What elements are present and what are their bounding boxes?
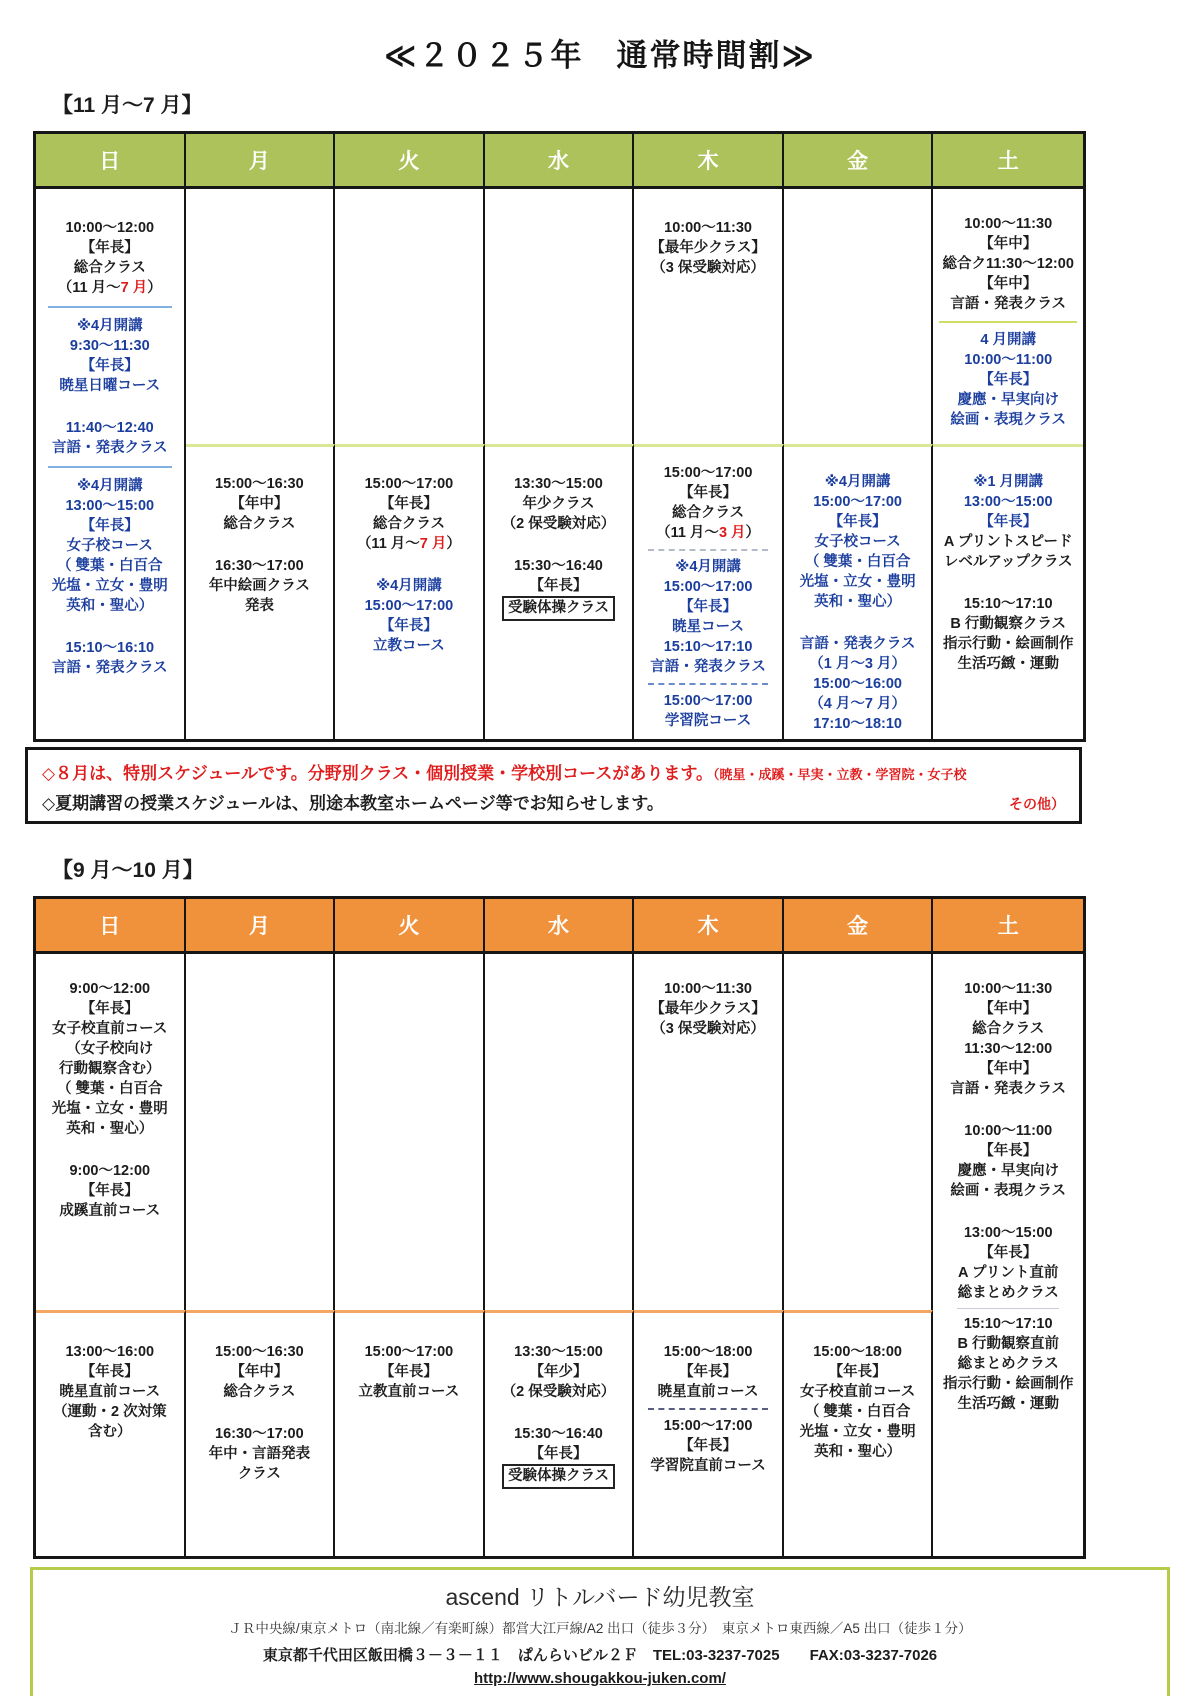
schedule-line: 【年長】 [979,1142,1038,1159]
schedule-line: 絵画・表現クラス [950,411,1066,428]
spacer [634,970,782,979]
schedule-line: 10:00～11:30 [664,220,752,237]
schedule-line: 暁星コース [672,619,744,635]
spacer [933,970,1083,979]
spacer [36,616,184,638]
schedule-line: 15:00～17:00 [364,476,454,492]
schedule-line: 生活巧緻・運動 [957,1395,1059,1412]
schedule-line: 指示行動・絵画制作 [942,635,1074,652]
schedule-line: 【年長】 [679,599,738,615]
schedule-line: 総合クラス [372,516,445,532]
spacer [335,1329,483,1342]
schedule-line: 光塩・立女・豊明 [51,1100,168,1117]
schedule-line: 9:00～12:00 [69,1162,151,1179]
schedule-line: A プリント直前 [958,1264,1059,1281]
schedule-line: （2 保受験対応） [501,1384,616,1401]
schedule-line: 11:40～12:40 [65,420,154,437]
schedule-line: 10:00～11:30 [964,980,1053,997]
schedule-line: 9:00～12:00 [69,980,151,997]
schedule-line: 女子校直前コース [52,1020,168,1037]
spacer [634,1329,782,1342]
footer-box [30,1567,1170,1696]
schedule-cell-tue-bottom [335,444,485,739]
schedule-cell-mon-top [186,954,336,1310]
website-url: http://www.shougakkou-juken.com/ [474,1670,726,1687]
schedule-line: 10:00～11:00 [964,351,1053,368]
notice-line2 [42,789,1065,814]
schedule-line: 13:00～15:00 [963,493,1053,510]
notice-line2-right: その他） [1009,796,1065,812]
schedule-line: （ 雙葉・白百合 [57,558,163,575]
day-header-fri: 金 [784,899,934,954]
spacer [186,1329,334,1342]
schedule-line: ※4月開講 [824,473,891,490]
schedule-line: B 行動観察直前 [957,1335,1059,1352]
schedule-line: 15:00～16:30 [215,476,304,492]
spacer [186,1402,334,1424]
schedule-line: 英和・聖心） [66,1120,154,1137]
schedule-line: 【年長】 [979,513,1038,530]
schedule-line: 【年少】 [529,1364,588,1381]
spacer [933,572,1083,594]
divider-line [648,549,768,551]
day-header-sun: 日 [36,134,186,189]
notice-line1-sub: （暁星・成蹊・早実・立教・学習院・女子校 [712,767,967,782]
schedule-line: レベルアップクラス [943,553,1073,570]
schedule-line: （11 月～7 月） [356,536,461,552]
schedule-line: 指示行動・絵画制作 [942,1375,1074,1392]
schedule-line: 総まとめクラス [957,1355,1059,1372]
day-header-tue: 火 [335,134,485,189]
spacer [634,205,782,218]
schedule-line: ※4月開講 [76,478,143,495]
schedule-cell-tue-top [335,189,485,444]
schedule-line: 【年中】 [979,1060,1038,1077]
spacer [36,1139,184,1161]
notice-box [25,747,1082,824]
schedule-line: 15:00～17:00 [663,579,753,595]
schedule-cell-sun-full [36,189,186,739]
schedule-line: 【年長】 [80,1364,139,1381]
divider-line [648,683,768,685]
schedule-cell-fri-top [784,189,934,444]
schedule-line: 13:00～16:00 [65,1344,155,1361]
spacer [36,970,184,979]
schedule-line: （3 保受験対応） [651,1020,765,1037]
schedule-line: 13:30～15:00 [514,476,603,492]
schedule-cell-thu-top [634,954,784,1310]
notice-line2-text: ◇夏期講習の授業スケジュールは、別途本教室ホームページ等でお知らせします。 [42,794,664,813]
spacer [485,534,633,556]
schedule-line: 慶應・早実向け [957,391,1059,408]
schedule-cell-sun-bottom [36,1310,186,1556]
schedule-line: 学習院コース [664,713,752,729]
schedule-line: 言語・発表クラス [51,440,168,457]
section2-label: 【9 月～10 月】 [52,859,204,882]
schedule-line: 【年長】 [679,1438,738,1455]
schedule-line: 【年長】 [679,485,738,501]
schedule-line: 15:00～17:00 [663,1418,753,1435]
schedule-line: （運動・2 次対策 [52,1404,167,1421]
schedule-cell-sat-full [933,954,1083,1556]
schedule-line: 【年長】 [529,578,588,594]
schedule-line: 【年長】 [80,1000,139,1017]
schedule-line: ※4月開講 [376,578,442,594]
schedule-line: 暁星直前コース [657,1384,759,1401]
schedule-line: 15:00～17:00 [364,598,454,614]
section1-label: 【11 月～7 月】 [52,94,203,117]
schedule-line: 成蹊直前コース [59,1202,161,1219]
boxed-class-label: 受験体操クラス [485,596,633,621]
schedule-line: 総合ク11:30～12:00 [942,255,1074,272]
boxed-class-label: 受験体操クラス [485,1464,633,1489]
schedule-line: 言語・発表クラス [650,659,766,675]
schedule-line: 言語・発表クラス [51,660,168,677]
schedule-cell-thu-bottom [634,444,784,739]
day-header-sat: 土 [933,134,1083,189]
schedule-line: 【最年少クラス】 [650,240,766,257]
schedule-line: （1 月～3 月） [809,655,906,672]
schedule-line: 【年長】 [979,371,1038,388]
schedule-line: 生活巧緻・運動 [957,655,1059,672]
divider-line [648,1408,768,1410]
spacer [933,463,1083,472]
schedule-line: 暁星直前コース [59,1384,161,1401]
schedule-cell-mon-top [186,189,336,444]
schedule-line: 総まとめクラス [957,1284,1059,1301]
schedule-line: B 行動観察クラス [950,615,1066,632]
schedule-line: 13:00～15:00 [65,498,155,515]
schedule-cell-wed-bottom [485,444,635,739]
schedule-line: （女子校向け [66,1040,154,1057]
schedule-line: 4 月開講 [980,331,1036,348]
day-header-thu: 木 [634,134,784,189]
schedule-line: 総合クラス [223,1384,296,1401]
schedule-cell-wed-top [485,954,635,1310]
spacer [186,463,334,474]
schedule-line: （ 雙葉・白百合 [804,1404,911,1421]
schedule-cell-thu-bottom [634,1310,784,1556]
schedule-line: （4 月～7 月） [809,695,906,712]
schedule-line: （11 月～3 月） [656,525,761,541]
schedule-line: 15:30～16:40 [514,1426,603,1443]
spacer [784,1329,932,1342]
schedule-line: 15:10～17:10 [663,639,753,655]
spacer [36,396,184,418]
day-header-mon: 月 [186,134,336,189]
schedule-cell-tue-top [335,954,485,1310]
schedule-line: 10:00～11:00 [964,1122,1053,1139]
schedule-line: 10:00～12:00 [65,220,155,237]
schedule-line: （11 月～7 月） [57,280,162,297]
schedule-cell-fri-bottom [784,444,934,739]
schedule-cell-wed-bottom [485,1310,635,1556]
spacer [933,205,1083,214]
schedule-line: 【年中】 [979,235,1038,252]
schedule-line: 慶應・早実向け [957,1162,1059,1179]
schedule-line: （3 保受験対応） [651,260,765,277]
schedule-line: 言語・発表クラス [799,635,916,652]
schedule-line: 年中絵画クラス [208,578,310,594]
schedule-line: 【年中】 [230,496,289,512]
spacer [36,1329,184,1342]
schedule-line: 【年長】 [529,1446,588,1463]
schedule-line: 立教コース [373,638,445,654]
schedule-line: 光塩・立女・豊明 [51,578,168,595]
schedule-line: 発表 [244,598,274,614]
schedule-cell-sun-top [36,954,186,1310]
schedule-line: 9:30～11:30 [69,338,150,355]
school-name: ascend リトルバード幼児教室 [445,1584,755,1610]
day-header-wed: 水 [485,899,635,954]
schedule-line: 15:00～17:00 [663,693,753,709]
schedule-line: 【最年少クラス】 [650,1000,766,1017]
schedule-cell-tue-bottom [335,1310,485,1556]
schedule-line: 学習院直前コース [650,1458,766,1475]
schedule-line: （ 雙葉・白百合 [57,1080,163,1097]
schedule-line: 15:00～17:00 [364,1344,454,1361]
day-header-tue: 火 [335,899,485,954]
notice-line1 [42,759,1065,784]
schedule-cell-sat-bottom [933,444,1083,739]
day-header-thu: 木 [634,899,784,954]
schedule-line: クラス [237,1466,281,1483]
schedule-cell-sat-top [933,189,1083,444]
schedule-line: 【年長】 [80,1182,139,1199]
schedule-line: 光塩・立女・豊明 [799,573,916,590]
schedule-line: 15:10～16:10 [65,640,155,657]
schedule-line: 【年長】 [80,358,139,375]
schedule-line: 立教直前コース [358,1384,460,1401]
schedule-line: 17:10～18:10 [813,715,902,732]
day-header-fri: 金 [784,134,934,189]
schedule-line: A プリントスピード [943,533,1073,550]
spacer [784,612,932,634]
schedule-line: 15:10～17:10 [963,595,1053,612]
schedule-line: 【年長】 [828,513,887,530]
schedule-line: 女子校コース [814,533,901,550]
schedule-line: 言語・発表クラス [950,1080,1066,1097]
schedule-line: 15:10～17:10 [963,1315,1053,1332]
schedule-line: 15:00～16:30 [215,1344,304,1361]
schedule-cell-wed-top [485,189,635,444]
schedule-line: 【年長】 [828,1364,887,1381]
divider-line [939,321,1077,323]
schedule-line: 16:30～17:00 [215,1426,304,1443]
spacer [335,554,483,576]
schedule-line: 13:30～15:00 [514,1344,603,1361]
schedule-line: 13:00～15:00 [963,1224,1053,1241]
schedule-line: 15:00～17:00 [813,493,902,510]
spacer [485,463,633,474]
schedule-table-sep-oct [33,896,1086,1559]
schedule-line: 光塩・立女・豊明 [799,1424,916,1441]
access-info: ＪＲ中央線/東京メトロ（南北線／有楽町線）都営大江戸線/A2 出口（徒歩３分） 東京メトロ東西線／A5 出口（徒歩１分） [228,1621,972,1636]
schedule-line: 【年中】 [979,1000,1038,1017]
schedule-line: 11:30～12:00 [964,1040,1053,1057]
schedule-line: 総合クラス [972,1020,1045,1037]
day-header-wed: 水 [485,134,635,189]
divider-line [957,1308,1059,1309]
schedule-line: （2 保受験対応） [501,516,616,532]
schedule-line: 10:00～11:30 [964,215,1053,232]
spacer [485,1329,633,1342]
schedule-line: 15:00～17:00 [663,465,753,481]
divider-line [48,466,172,468]
schedule-line: 女子校コース [66,538,153,555]
spacer [36,205,184,218]
schedule-line: ※4月開講 [675,559,741,575]
schedule-line: 【年長】 [979,1244,1038,1261]
schedule-cell-mon-bottom [186,444,336,739]
schedule-line: 【年長】 [379,496,438,512]
schedule-line: 年中・言語発表 [208,1446,311,1463]
schedule-cell-mon-bottom [186,1310,336,1556]
spacer [933,1099,1083,1121]
schedule-line: 総合クラス [223,516,296,532]
schedule-cell-thu-top [634,189,784,444]
schedule-line: 15:00～18:00 [813,1344,902,1361]
spacer [784,463,932,472]
schedule-line: 【年長】 [379,1364,438,1381]
day-header-sat: 土 [933,899,1083,954]
divider-line [48,306,172,308]
day-header-mon: 月 [186,899,336,954]
schedule-line: 15:30～16:40 [514,558,603,574]
schedule-line: 暁星日曜コース [59,378,161,395]
schedule-line: 絵画・表現クラス [950,1182,1066,1199]
schedule-line: 【年中】 [979,275,1038,292]
schedule-table-nov-jul [33,131,1086,742]
schedule-line: 16:30～17:00 [215,558,304,574]
schedule-line: 英和・聖心） [66,598,154,615]
schedule-line: ※4月開講 [76,318,143,335]
schedule-line: 10:00～11:30 [664,980,752,997]
schedule-line: 【年長】 [679,1364,738,1381]
schedule-line: 女子校直前コース [799,1384,916,1401]
schedule-line: 年少クラス [522,496,595,512]
spacer [933,1201,1083,1223]
schedule-cell-fri-top [784,954,934,1310]
schedule-line: 英和・聖心） [814,593,902,610]
schedule-line: 総合クラス [672,505,745,521]
schedule-line: 【年長】 [80,518,139,535]
day-header-sun: 日 [36,899,186,954]
schedule-line: 15:00～16:00 [813,675,902,692]
schedule-line: 含む） [88,1424,132,1441]
spacer [485,1402,633,1424]
schedule-line: 【年長】 [80,240,139,257]
page-title: ≪２０２５年 通常時間割≫ [384,38,816,73]
schedule-line: （ 雙葉・白百合 [804,553,911,570]
address-line: 東京都千代田区飯田橋３－３－１１ ぱんらいビル２Ｆ TEL:03-3237-7025 FAX:03-3237-7026 [262,1647,938,1664]
schedule-line: 【年長】 [379,618,438,634]
schedule-cell-fri-bottom [784,1310,934,1556]
schedule-line: 総合クラス [73,260,146,277]
schedule-line: 行動観察含む） [59,1060,161,1077]
spacer [186,534,334,556]
notice-line1-main: ◇８月は、特別スケジュールです。分野別クラス・個別授業・学校別コースがあります。 [42,764,713,783]
spacer [335,463,483,474]
schedule-line: 15:00～18:00 [663,1344,753,1361]
schedule-line: 【年中】 [230,1364,289,1381]
schedule-line: ※1 月開講 [973,473,1044,490]
schedule-line: 英和・聖心） [814,1444,902,1461]
schedule-line: 言語・発表クラス [950,295,1066,312]
